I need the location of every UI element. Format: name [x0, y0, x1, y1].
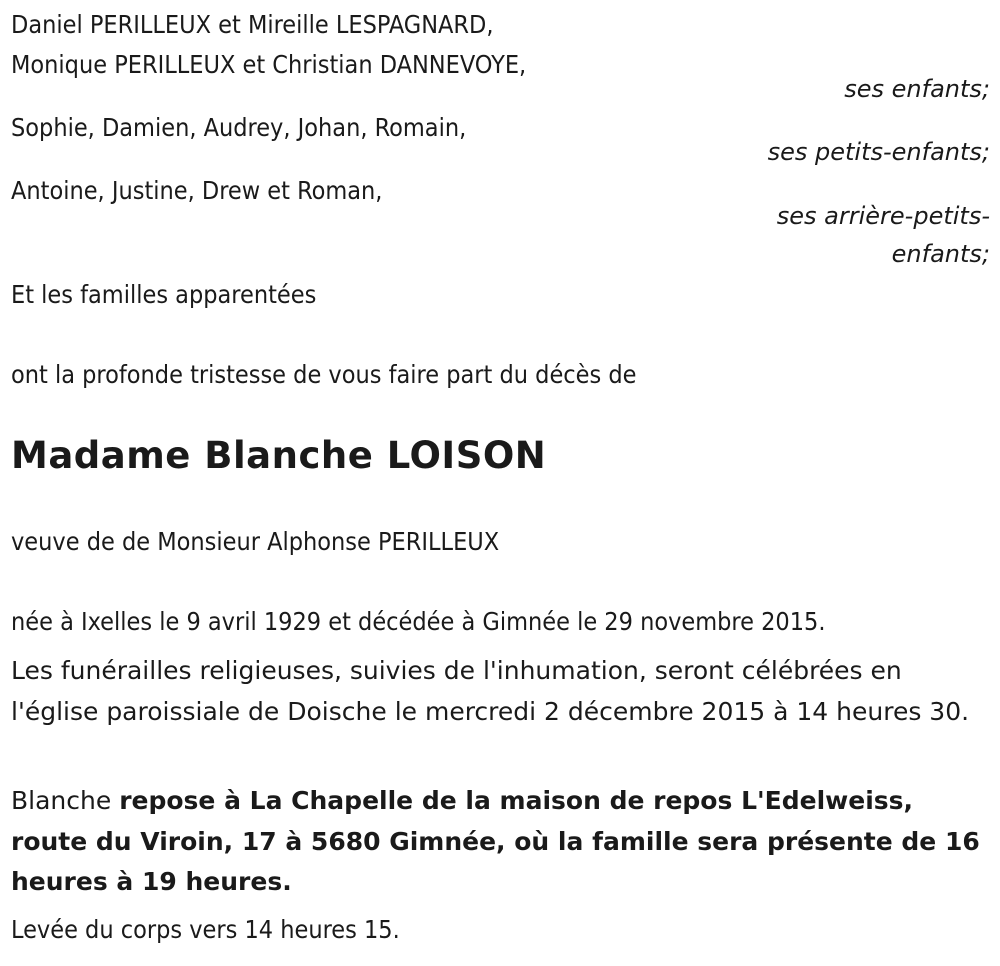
great-grandchildren-role-line-1: ses arrière-petits-: [776, 202, 990, 230]
children-role: ses enfants;: [844, 75, 990, 103]
children-line-2: Monique PERILLEUX et Christian DANNEVOYE,: [11, 50, 527, 79]
grandchildren-line: Sophie, Damien, Audrey, Johan, Romain,: [11, 113, 467, 142]
announcement-intro: ont la profonde tristesse de vous faire part du décès de: [11, 360, 637, 389]
rest-location-bold: repose à La Chapelle de la maison de repos L'Edelweiss, route du Viroin, 17 à 5680 Gimnée, où la famille sera présente de 16 heures à 19 heures.: [11, 786, 980, 896]
widow-of: veuve de de Monsieur Alphonse PERILLEUX: [11, 527, 500, 556]
body-removal: Levée du corps vers 14 heures 15.: [11, 915, 400, 944]
related-families: Et les familles apparentées: [11, 280, 317, 309]
grandchildren-role: ses petits-enfants;: [767, 138, 990, 166]
rest-prefix: Blanche: [11, 786, 120, 815]
birth-death-dates: née à Ixelles le 9 avril 1929 et décédée à Gimnée le 29 novembre 2015.: [11, 607, 826, 636]
great-grandchildren-line: Antoine, Justine, Drew et Roman,: [11, 176, 383, 205]
funeral-details: Les funérailles religieuses, suivies de l'inhumation, seront célébrées en l'église paroissiale de Doische le mercredi 2 décembre 2015 à 14 heures 30.: [11, 656, 970, 726]
rest-location: [11, 781, 986, 903]
deceased-name: Madame Blanche LOISON: [11, 434, 547, 477]
children-line-1: Daniel PERILLEUX et Mireille LESPAGNARD,: [11, 10, 494, 39]
great-grandchildren-role-line-2: enfants;: [891, 240, 990, 268]
